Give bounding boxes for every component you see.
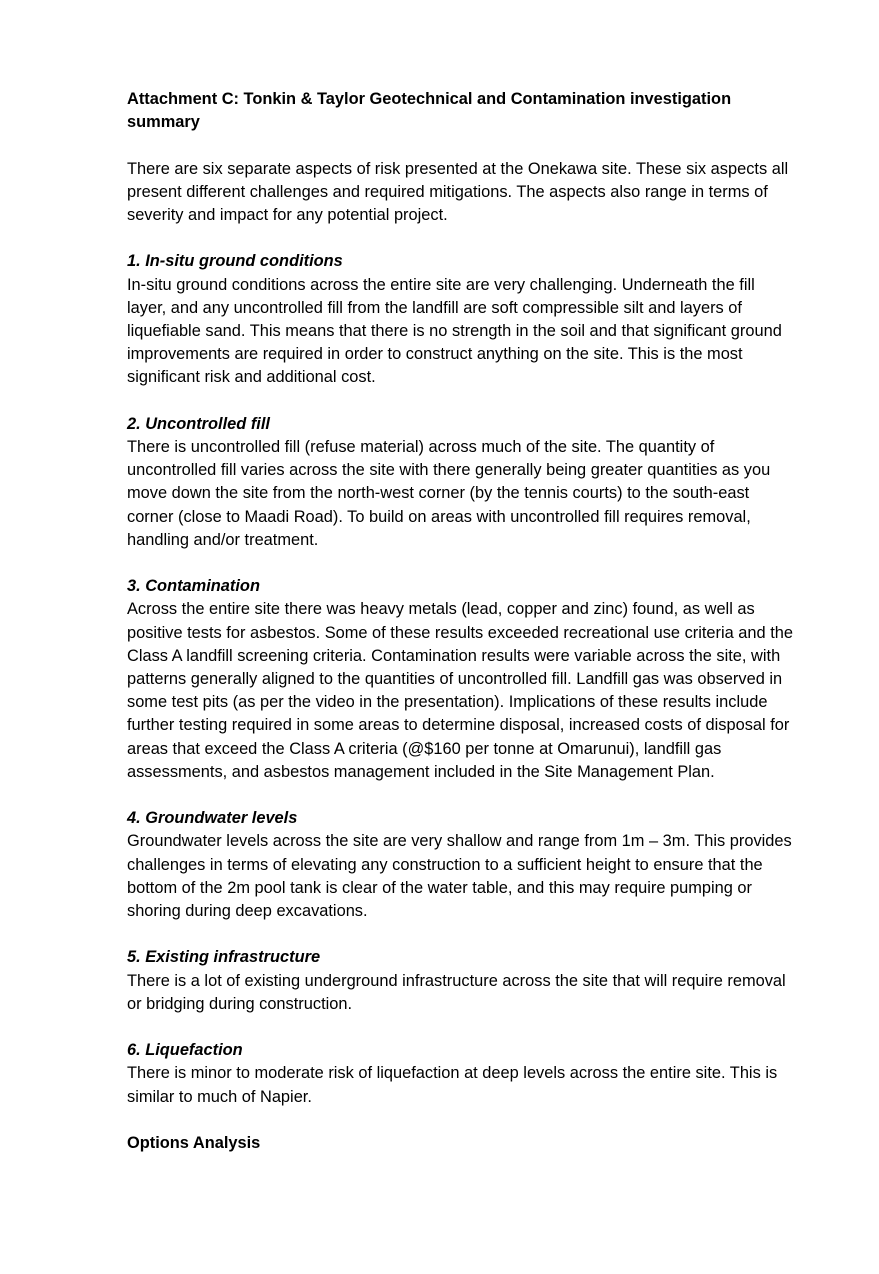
section-heading: 1. In-situ ground conditions <box>127 252 343 271</box>
section-in-situ-ground-conditions <box>127 250 795 389</box>
document-content <box>127 88 795 1155</box>
section-body: In-situ ground conditions across the entire site are very challenging. Underneath the fill layer, and any uncontrolled fill from the landfill are soft compressible silt and layers of liquefiable sand. This means that there is no strength in the soil and that significant ground improvements are required in order to construct anything on the site. This is the most significant risk and additional cost. <box>127 275 782 387</box>
section-body: Across the entire site there was heavy metals (lead, copper and zinc) found, as well as positive tests for asbestos. Some of these results exceeded recreational use criteria and the Class A landfill screening criteria. Contamination results were variable across the site, with patterns generally aligned to the quantities of uncontrolled fill. Landfill gas was observed in some test pits (as per the video in the presentation). Implications of these results include further testing required in some areas to determine disposal, increased costs of disposal for areas that exceed the Class A criteria (@$160 per tonne at Omarunui), landfill gas assessments, and asbestos management included in the Site Management Plan. <box>127 600 793 781</box>
section-body: There is uncontrolled fill (refuse material) across much of the site. The quantity of uncontrolled fill varies across the site with there generally being greater quantities as you move down the site from the north-west corner (by the tennis courts) to the south-east corner (close to Maadi Road). To build on areas with uncontrolled fill requires removal, handling and/or treatment. <box>127 438 771 549</box>
section-body: There is minor to moderate risk of liquefaction at deep levels across the entire site. This is similar to much of Napier. <box>127 1064 778 1106</box>
document-title: Attachment C: Tonkin & Taylor Geotechnical and Contamination investigation summary <box>127 90 732 132</box>
section-existing-infrastructure <box>127 946 795 1016</box>
section-groundwater-levels <box>127 807 795 923</box>
section-heading: 6. Liquefaction <box>127 1041 243 1060</box>
section-uncontrolled-fill <box>127 413 795 552</box>
section-liquefaction <box>127 1039 795 1109</box>
section-heading: 3. Contamination <box>127 577 260 596</box>
intro-paragraph: There are six separate aspects of risk presented at the Onekawa site. These six aspects all present different challenges and required mitigations. The aspects also range in terms of severity and impact for any potential project. <box>127 159 789 224</box>
section-heading: 2. Uncontrolled fill <box>127 414 270 433</box>
section-contamination <box>127 575 795 784</box>
section-body: Groundwater levels across the site are very shallow and range from 1m – 3m. This provides challenges in terms of elevating any construction to a sufficient height to ensure that the bottom of the 2m pool tank is clear of the water table, and this may require pumping or shoring during deep excavations. <box>127 832 792 921</box>
options-analysis-heading: Options Analysis <box>127 1134 261 1153</box>
section-body: There is a lot of existing underground infrastructure across the site that will require removal or bridging during construction. <box>127 971 786 1013</box>
section-heading: 5. Existing infrastructure <box>127 948 321 967</box>
section-heading: 4. Groundwater levels <box>127 809 298 828</box>
